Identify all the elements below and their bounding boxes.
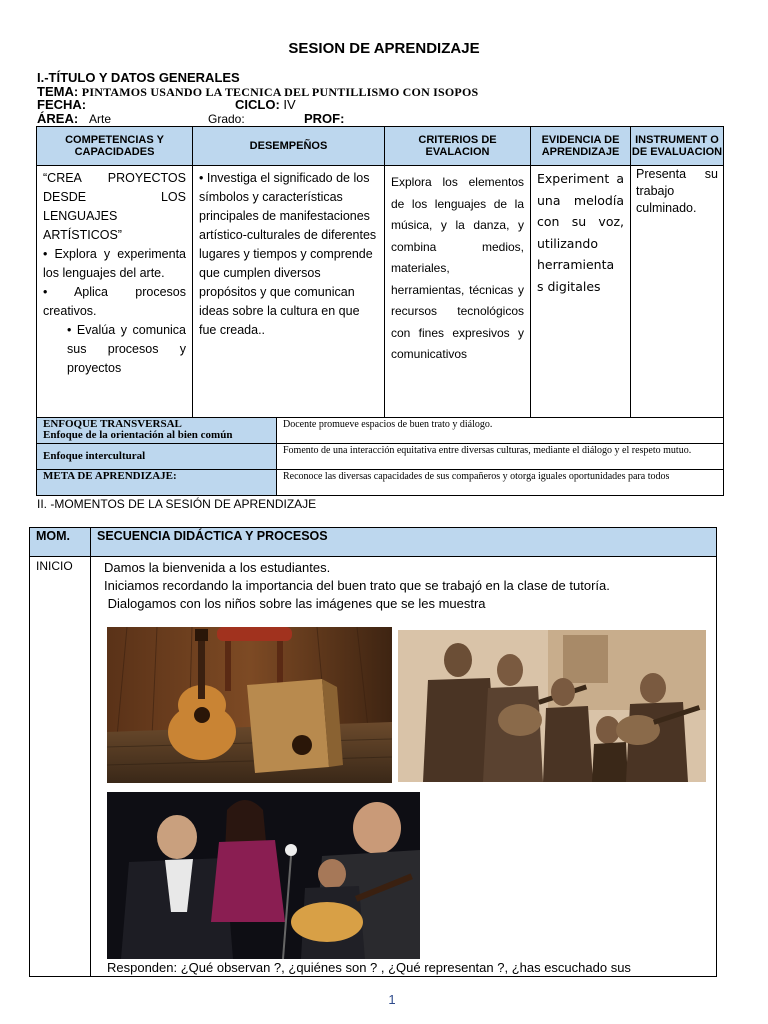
instrumento-cell — [631, 166, 724, 418]
header-evidencia: EVIDENCIA DE APRENDIZAJE — [531, 127, 631, 166]
meta-label: META DE APRENDIZAJE: — [37, 470, 277, 496]
enfoque-orientacion-value: Docente promueve espacios de buen trato y diálogo. — [277, 418, 724, 444]
intro-line: Dialogamos con los niños sobre las imágenes que se les muestra — [104, 596, 486, 611]
header-secuencia: SECUENCIA DIDÁCTICA Y PROCESOS — [91, 528, 717, 557]
grado-label: Grado: — [208, 112, 245, 126]
intro-line: Damos la bienvenida a los estudiantes. — [104, 560, 331, 575]
header-instrumento: INSTRUMENT O DE EVALUACION — [631, 127, 724, 166]
enfoque-transversal-cell — [37, 418, 277, 444]
page-number: 1 — [388, 992, 396, 1007]
area-value: Arte — [89, 112, 112, 126]
prof-label: PROF: — [304, 111, 345, 126]
document-title: SESION DE APRENDIZAJE — [288, 40, 480, 57]
fecha-label: FECHA: — [37, 97, 87, 112]
enfoque-transversal-label: ENFOQUE TRANSVERSAL — [43, 418, 182, 430]
area-label: ÁREA: — [37, 111, 79, 126]
competencia-title: “CREA PROYECTOS DESDE LOS LENGUAJES ARTÍSTICOS” — [43, 171, 186, 242]
tema-value: PINTAMOS USANDO LA TECNICA DEL PUNTILLISMO CON ISOPOS — [81, 85, 479, 99]
desempenos-text: • Investiga el significado de los símbolos y características principales de manifestaciones artístico-culturales de diferentes lugares y tiempos y comprende que cumplen diversos propósitos y que comunican ideas sobre la cultura en que fue creada.. — [199, 171, 377, 337]
stage-performers-image — [107, 792, 420, 959]
responden-line: Responden: ¿Qué observan ?, ¿quiénes son ? , ¿Qué representan ?, ¿has escuchado sus — [107, 960, 631, 975]
ciclo-value: IV — [283, 97, 296, 112]
ciclo-label: CICLO: — [235, 97, 280, 112]
capacidad-item: • Explora y experimenta los lenguajes del arte. — [43, 247, 186, 280]
section-2-heading: II. -MOMENTOS DE LA SESIÓN DE APRENDIZAJE — [37, 497, 317, 511]
enfoque-intercultural-value: Fomento de una interacción equitativa entre diversas culturas, mediante el diálogo y el respeto mutuo. — [277, 444, 724, 470]
criterios-text: Explora los elementos de los lenguajes de la música, y la danza, y combina medios, materiales, herramientas, técnicas y recursos tecnológicos con fines expresivos y comunicativos — [391, 175, 524, 361]
criterios-cell — [385, 166, 531, 418]
section-1-heading: I.-TÍTULO Y DATOS GENERALES — [37, 70, 240, 85]
evidencia-text: Experiment a una melodía con su voz, utilizando herramienta s digitales — [537, 171, 624, 294]
ciclo-line — [235, 97, 296, 112]
sepia-musicians-image — [398, 630, 706, 782]
capacidad-item: • Aplica procesos creativos. — [43, 285, 186, 318]
guitar-cajon-image — [107, 627, 392, 783]
meta-value: Reconoce las diversas capacidades de sus compañeros y otorga iguales oportunidades para todos — [277, 470, 724, 496]
header-criterios: CRITERIOS DE EVALACION — [385, 127, 531, 166]
competencias-cell — [37, 166, 193, 418]
enfoque-table — [36, 417, 724, 496]
inicio-label: INICIO — [30, 557, 91, 977]
tema-label: TEMA: — [37, 84, 79, 99]
header-mom: MOM. — [30, 528, 91, 557]
header-desempenos: DESEMPEÑOS — [193, 127, 385, 166]
evidencia-cell — [531, 166, 631, 418]
intro-line: Iniciamos recordando la importancia del buen trato que se trabajó en la clase de tutoría. — [104, 578, 610, 593]
enfoque-intercultural-label: Enfoque intercultural — [37, 444, 277, 470]
instrumento-text: Presenta su trabajo culminado. — [636, 167, 718, 215]
desempenos-cell — [193, 166, 385, 418]
enfoque-orientacion-label: Enfoque de la orientación al bien común — [43, 429, 233, 441]
competencias-table — [36, 126, 724, 418]
header-competencias: COMPETENCIAS Y CAPACIDADES — [37, 127, 193, 166]
capacidad-item: • Evalúa y comunica sus procesos y proyectos — [67, 323, 186, 375]
